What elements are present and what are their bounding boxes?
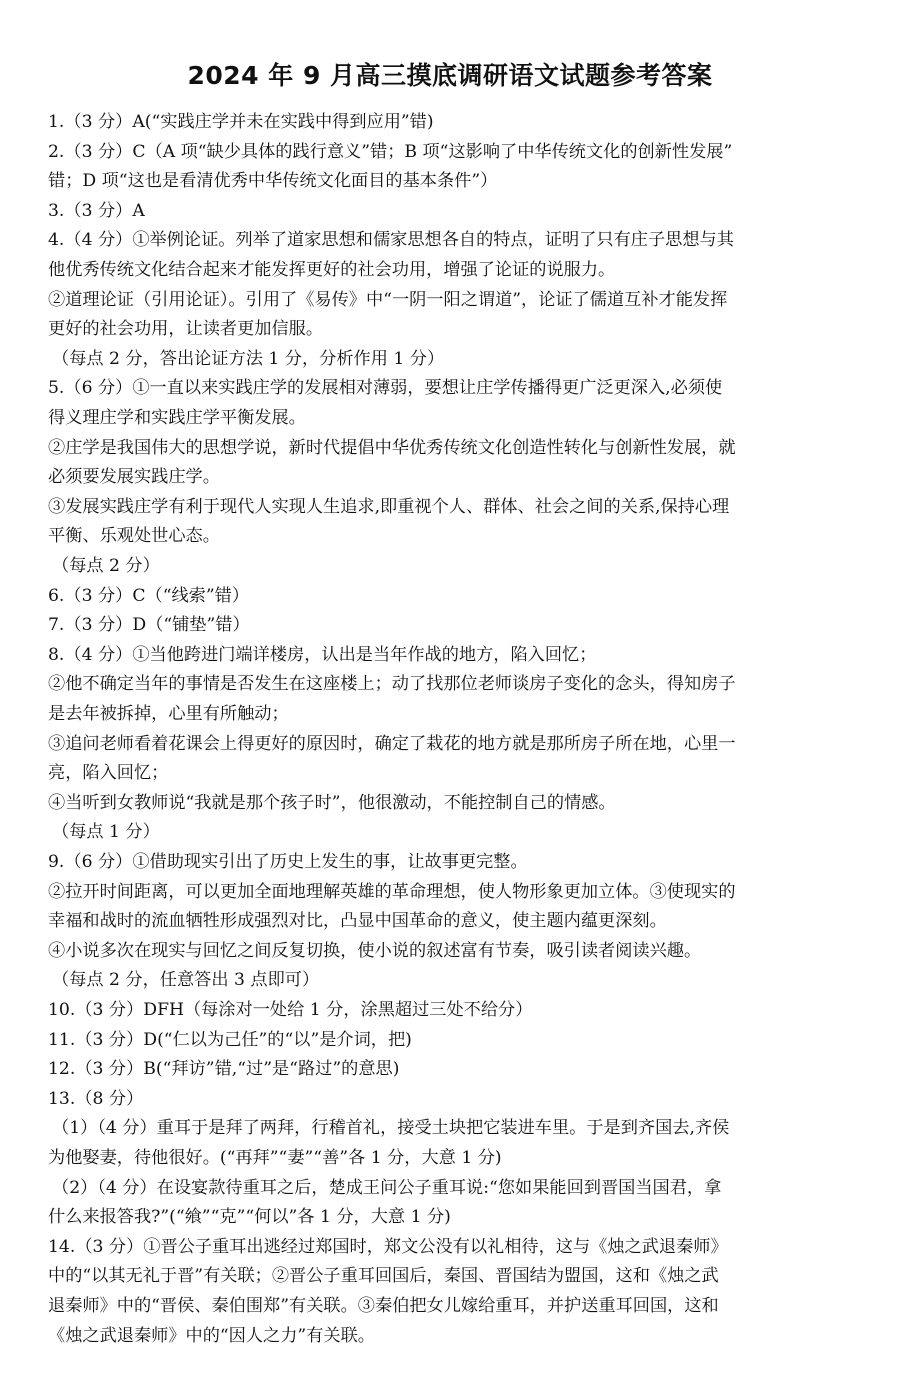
- answer-line-13-2a: （2）（4 分）在设宴款待重耳之后，楚成王问公子重耳说:“您如果能回到晋国当国君，拿: [52, 1178, 722, 1198]
- answer-line-8e: 亮，陷入回忆；: [48, 763, 169, 783]
- page-title: 2024 年 9 月高三摸底调研语文试题参考答案: [187, 61, 713, 90]
- answer-line-8b: ②他不确定当年的事情是否发生在这座楼上；动了找那位老师谈房子变化的念头，得知房子: [48, 674, 736, 694]
- answer-line-13-1b: 为他娶妻，待他很好。(“再拜”“妻”“善”各 1 分，大意 1 分): [48, 1148, 502, 1168]
- answer-line-13-2b: 什么来报答我?”(“飨”“克”“何以”各 1 分，大意 1 分): [48, 1207, 451, 1227]
- answer-line-8-scoring: （每点 1 分）: [52, 822, 160, 842]
- answer-line-5c: ②庄学是我国伟大的思想学说，新时代提倡中华优秀传统文化创造性转化与创新性发展，就: [48, 438, 736, 458]
- answer-line-8a: 8.（4 分）①当他跨进门端详楼房，认出是当年作战的地方，陷入回忆；: [48, 645, 597, 665]
- answer-line-13: 13.（8 分）: [48, 1089, 144, 1109]
- answer-line-7: 7.（3 分）D（“铺垫”错）: [48, 615, 250, 635]
- answer-line-5e: ③发展实践庄学有利于现代人实现人生追求,即重视个人、群体、社会之间的关系,保持心理: [48, 497, 730, 517]
- answer-line-4c: ②道理论证（引用论证）。引用了《易传》中“一阴一阳之谓道”，论证了儒道互补才能发挥: [48, 290, 728, 310]
- answer-line-5a: 5.（6 分）①一直以来实践庄学的发展相对薄弱，要想让庄学传播得更广泛更深入,必须使: [48, 378, 723, 398]
- answer-line-8f: ④当听到女教师说“我就是那个孩子时”，他很激动，不能控制自己的情感。: [48, 793, 616, 813]
- answer-line-1: 1.（3 分）A(“实践庄学并未在实践中得到应用”错): [48, 112, 434, 132]
- answer-line-9b: ②拉开时间距离，可以更加全面地理解英雄的革命理想，使人物形象更加立体。③使现实的: [48, 882, 736, 902]
- answer-line-14a: 14.（3 分）①晋公子重耳出逃经过郑国时，郑文公没有以礼相待，这与《烛之武退秦师》: [48, 1237, 728, 1257]
- answer-line-11: 11.（3 分）D(“仁以为己任”的“以”是介词，把): [48, 1030, 412, 1050]
- answer-line-5d: 必须要发展实践庄学。: [48, 467, 220, 487]
- answer-line-12: 12.（3 分）B(“拜访”错,“过”是“路过”的意思): [48, 1059, 400, 1079]
- answer-line-9c: 幸福和战时的流血牺牲形成强烈对比，凸显中国革命的意义，使主题内蕴更深刻。: [48, 911, 667, 931]
- answer-line-4a: 4.（4 分）①举例论证。列举了道家思想和儒家思想各自的特点，证明了只有庄子思想与其: [48, 230, 734, 250]
- answer-line-14b: 中的“以其无礼于晋”有关联；②晋公子重耳回国后，秦国、晋国结为盟国，这和《烛之武: [48, 1266, 719, 1286]
- answer-line-13-1a: （1）（4 分）重耳于是拜了两拜，行稽首礼，接受土块把它装进车里。于是到齐国去,齐侯: [52, 1118, 730, 1138]
- answer-line-14c: 退秦师》中的“晋侯、秦伯围郑”有关联。③秦伯把女儿嫁给重耳，并护送重耳回国，这和: [48, 1296, 719, 1316]
- answer-line-9-scoring: （每点 2 分，任意答出 3 点即可）: [52, 970, 320, 990]
- answer-line-2a: 2.（3 分）C（A 项“缺少具体的践行意义”错；B 项“这影响了中华传统文化的创新性发展”: [48, 142, 733, 162]
- answer-line-8c: 是去年被拆掉，心里有所触动；: [48, 704, 289, 724]
- answer-line-4b: 他优秀传统文化结合起来才能发挥更好的社会功用，增强了论证的说服力。: [48, 260, 616, 280]
- answer-line-9a: 9.（6 分）①借助现实引出了历史上发生的事，让故事更完整。: [48, 852, 528, 872]
- answer-line-9d: ④小说多次在现实与回忆之间反复切换，使小说的叙述富有节奏，吸引读者阅读兴趣。: [48, 941, 702, 961]
- answer-line-2b: 错；D 项“这也是看清优秀中华传统文化面目的基本条件”）: [48, 171, 498, 191]
- answer-line-10: 10.（3 分）DFH（每涂对一处给 1 分，涂黑超过三处不给分）: [48, 1000, 533, 1020]
- answer-line-5-scoring: （每点 2 分）: [52, 556, 160, 576]
- answer-line-4d: 更好的社会功用，让读者更加信服。: [48, 319, 324, 339]
- answer-line-5f: 平衡、乐观处世心态。: [48, 526, 220, 546]
- answer-line-4-scoring: （每点 2 分，答出论证方法 1 分，分析作用 1 分）: [52, 349, 445, 369]
- answer-line-6: 6.（3 分）C（“线索”错）: [48, 586, 250, 606]
- answer-line-3: 3.（3 分）A: [48, 201, 145, 221]
- answer-line-5b: 得义理庄学和实践庄学平衡发展。: [48, 408, 306, 428]
- answer-line-8d: ③追问老师看着花课会上得更好的原因时，确定了栽花的地方就是那所房子所在地，心里一: [48, 734, 736, 754]
- answer-line-14d: 《烛之武退秦师》中的“因人之力”有关联。: [48, 1326, 375, 1346]
